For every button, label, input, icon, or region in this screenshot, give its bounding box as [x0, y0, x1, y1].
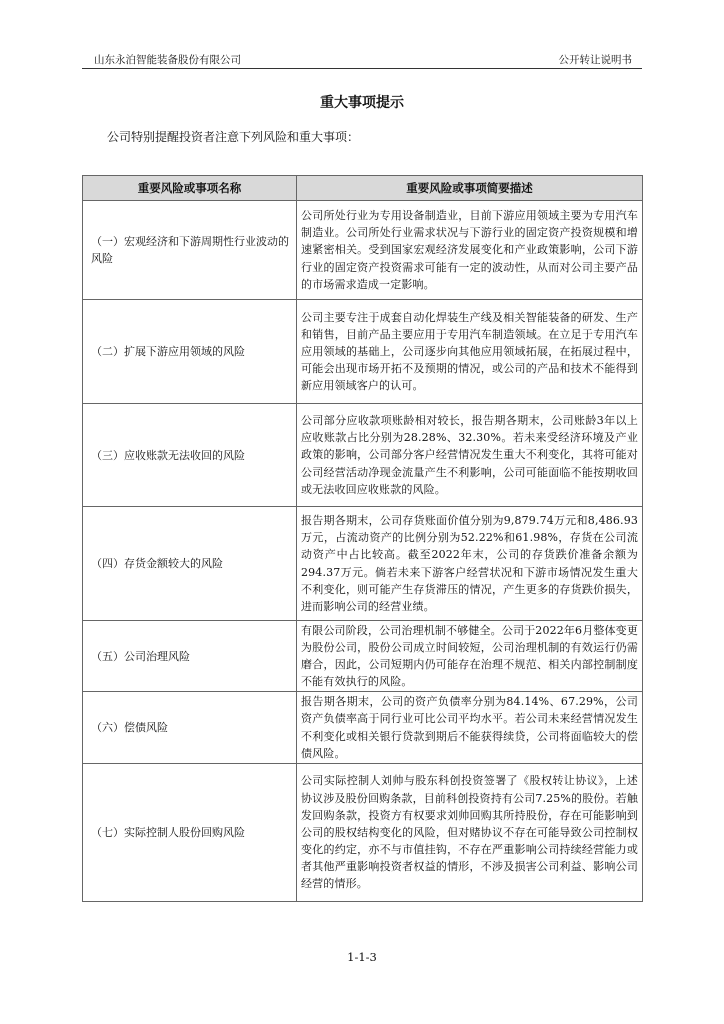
table-row: [83, 763, 643, 901]
risk-description: 公司部分应收款项账龄相对较长，报告期各期末，公司账龄3年以上应收账款占比分别为28.28%、32.30%。若未来受经济环境及产业政策的影响，公司部分客户经营情况发生重大不利变化，其将可能对公司经营活动净现金流量产生不利影响，公司可能面临不能按期收回或无法收回应收账款的风险。: [297, 404, 643, 507]
intro-text: 公司特别提醒投资者注意下列风险和重大事项：: [107, 130, 360, 144]
risk-description: 报告期各期末，公司的资产负债率分别为84.14%、67.29%，公司资产负债率高于同行业可比公司平均水平。若公司未来经营情况发生不利变化或相关银行贷款到期后不能获得续贷，公司将面临较大的偿债风险。: [297, 692, 643, 763]
table-row: [83, 201, 643, 300]
risk-name: （五）公司治理风险: [83, 621, 297, 692]
risk-name: （二）扩展下游应用领域的风险: [83, 300, 297, 404]
table-row: [83, 507, 643, 621]
header-risk-desc: 重要风险或事项简要描述: [297, 176, 643, 201]
risk-name: （七）实际控制人股份回购风险: [83, 763, 297, 901]
table-header-row: [83, 176, 643, 201]
company-name: 山东永泊智能装备股份有限公司: [94, 54, 241, 66]
table-row: [83, 692, 643, 763]
risk-description: 公司主要专注于成套自动化焊装生产线及相关智能装备的研发、生产和销售，目前产品主要应用于专用汽车制造领域。在立足于专用汽车应用领域的基础上，公司逐步向其他应用领域拓展，在拓展过程中，可能会出现市场开拓不及预期的情况，或公司的产品和技术不能得到新应用领域客户的认可。: [297, 300, 643, 404]
section-title: 重大事项提示: [320, 95, 404, 111]
risk-description: 有限公司阶段，公司治理机制不够健全。公司于2022年6月整体变更为股份公司，股份公司成立时间较短，公司治理机制的有效运行仍需磨合，因此，公司短期内仍可能存在治理不规范、相关内部控制制度不能有效执行的风险。: [297, 621, 643, 692]
page-header: [82, 48, 642, 69]
table-row: [83, 404, 643, 507]
risk-name: （一）宏观经济和下游周期性行业波动的风险: [83, 201, 297, 300]
page-number: 1-1-3: [347, 950, 377, 964]
risk-description: 公司实际控制人刘帅与股东科创投资签署了《股权转让协议》，上述协议涉及股份回购条款，目前科创投资持有公司7.25%的股份。若触发回购条款，投资方有权要求刘帅回购其所持股份，存在可能影响到公司的股权结构变化的风险，但对赌协议不存在可能导致公司控制权变化的约定，亦不与市值挂钩，不存在严重影响公司持续经营能力或者其他严重影响投资者权益的情形，不涉及损害公司利益、影响公司经营的情形。: [297, 763, 643, 901]
risk-name: （三）应收账款无法收回的风险: [83, 404, 297, 507]
document-type: 公开转让说明书: [558, 54, 632, 66]
risk-name: （四）存货金额较大的风险: [83, 507, 297, 621]
risk-name: （六）偿债风险: [83, 692, 297, 763]
table-row: [83, 300, 643, 404]
risk-table: [82, 175, 643, 902]
table-row: [83, 621, 643, 692]
risk-description: 公司所处行业为专用设备制造业，目前下游应用领域主要为专用汽车制造业。公司所处行业需求状况与下游行业的固定资产投资规模和增速紧密相关。受到国家宏观经济发展变化和产业政策影响，公司下游行业的固定资产投资需求可能有一定的波动性，从而对公司主要产品的市场需求造成一定影响。: [297, 201, 643, 300]
risk-description: 报告期各期末，公司存货账面价值分别为9,879.74万元和8,486.93万元，占流动资产的比例分别为52.22%和61.98%，存货在公司流动资产中占比较高。截至2022年末，公司的存货跌价准备余额为294.37万元。倘若未来下游客户经营状况和下游市场情况发生重大不利变化，则可能产生存货滞压的情况，产生更多的存货跌价损失，进而影响公司的经营业绩。: [297, 507, 643, 621]
header-risk-name: 重要风险或事项名称: [83, 176, 297, 201]
